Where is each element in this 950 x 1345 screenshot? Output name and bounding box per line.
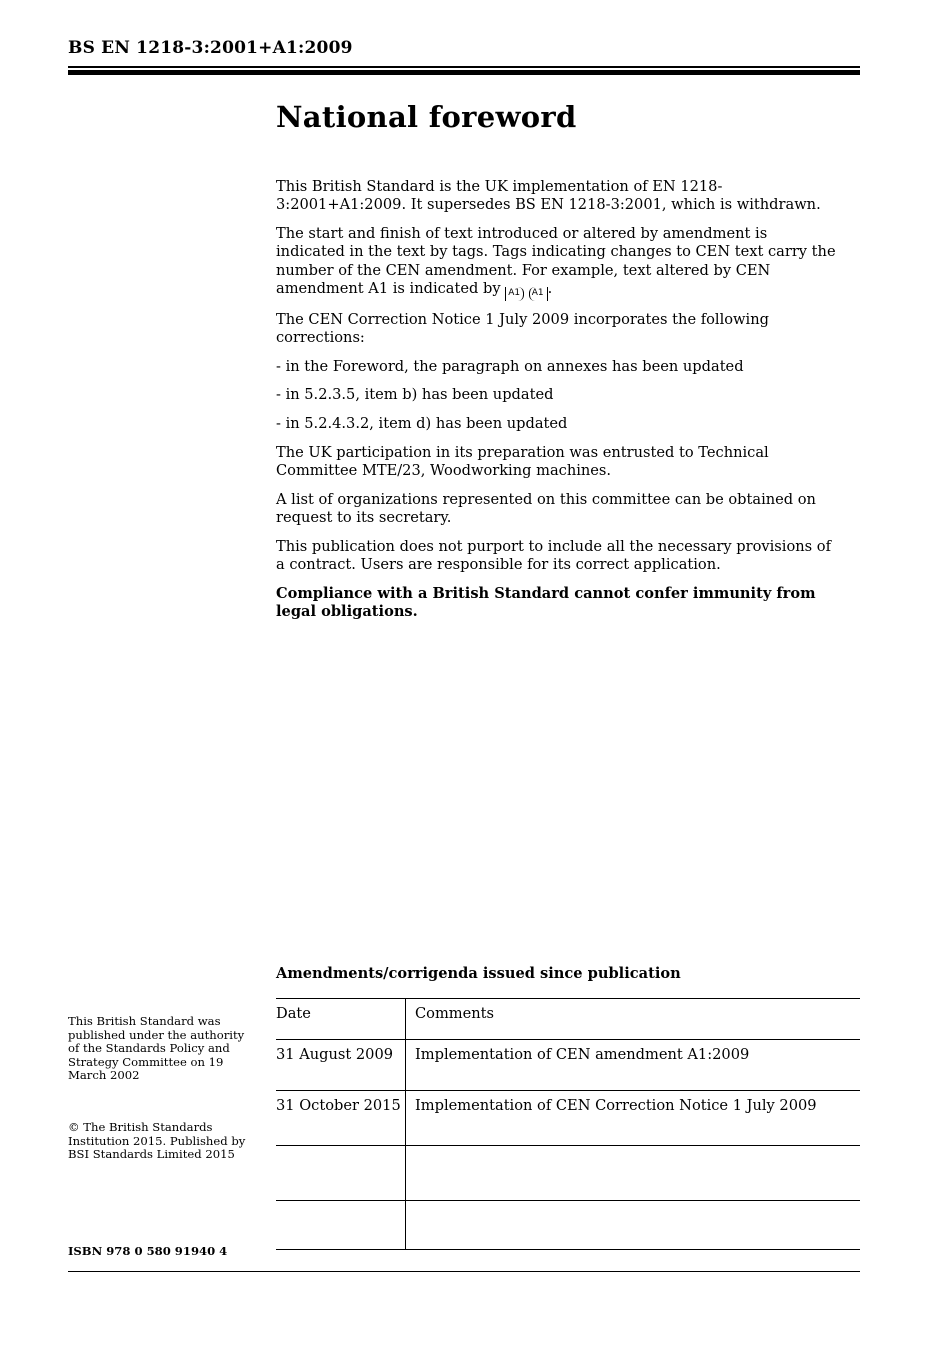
header-rule-thin — [68, 66, 860, 68]
table-row — [276, 1146, 860, 1201]
table-header-row — [276, 999, 860, 1040]
page-title: National foreword — [276, 100, 577, 134]
paragraph-implementation: This British Standard is the UK implementation of EN 1218-3:2001+A1:2009. It supersedes BS EN 1218-3:2001, which is withdrawn. — [276, 178, 821, 214]
paragraph-organizations: A list of organizations represented on this committee can be obtained on request to its secretary. — [276, 490, 816, 527]
paragraph-committee: The UK participation in its preparation was entrusted to Technical Committee MTE/23, Woodworking machines. — [276, 444, 769, 480]
amendments-table — [276, 998, 860, 1250]
isbn-number: ISBN 978 0 580 91940 4 — [68, 1244, 228, 1258]
table-row — [276, 1201, 860, 1250]
paragraph-correction-notice: The CEN Correction Notice 1 July 2009 incorporates the following corrections: — [276, 311, 769, 347]
paragraph-compliance: Compliance with a British Standard cannot confer immunity from legal obligations. — [276, 584, 816, 620]
table-row — [276, 1091, 860, 1146]
footer-rule — [68, 1271, 860, 1272]
paragraph-tags-end: . — [547, 280, 553, 298]
amendment-date-cell — [276, 1201, 406, 1250]
copyright-note: © The British Standards Institution 2015. Published by BSI Standards Limited 2015 — [68, 1120, 246, 1162]
column-header-comments: Comments — [415, 1005, 495, 1022]
amendment-date-cell — [276, 1146, 406, 1201]
correction-item: - in the Foreword, the paragraph on annexes has been updated — [276, 357, 744, 375]
paragraph-tags-text: The start and finish of text introduced or altered by amendment is indicated in the text by tags. Tags indicating changes to CEN text carry the number of the CEN amendment. For example, text altered by CEN amendment A1 is indicated by — [276, 224, 836, 298]
table-row — [276, 1040, 860, 1091]
header-rule-thick — [68, 70, 860, 75]
paragraph-contract: This publication does not purport to include all the necessary provisions of a contract. Users are responsible for its correct application. — [276, 537, 831, 574]
amendment-end-tag-icon: A1 — [529, 287, 548, 301]
document-header-id: BS EN 1218-3:2001+A1:2009 — [68, 38, 353, 58]
amendment-comment-cell: Implementation of CEN Correction Notice 1 July 2009 — [415, 1097, 817, 1114]
amendment-date-cell: 31 August 2009 — [276, 1040, 406, 1091]
foreword-body — [276, 178, 836, 631]
amendment-comment-cell — [406, 1146, 861, 1201]
amendments-heading: Amendments/corrigenda issued since publication — [276, 965, 681, 982]
correction-item: - in 5.2.4.3.2, item d) has been updated — [276, 414, 568, 432]
publication-note: This British Standard was published under the authority of the Standards Policy and Strategy Committee on 19 March 2002 — [68, 1014, 245, 1083]
paragraph-tags — [276, 225, 836, 301]
correction-item: - in 5.2.3.5, item b) has been updated — [276, 386, 554, 404]
amendment-comment-cell — [406, 1201, 861, 1250]
column-header-date: Date — [276, 999, 406, 1040]
amendment-comment-cell: Implementation of CEN amendment A1:2009 — [415, 1046, 750, 1063]
amendment-start-tag-icon: A1 — [505, 287, 524, 301]
amendment-date-cell: 31 October 2015 — [276, 1091, 406, 1146]
